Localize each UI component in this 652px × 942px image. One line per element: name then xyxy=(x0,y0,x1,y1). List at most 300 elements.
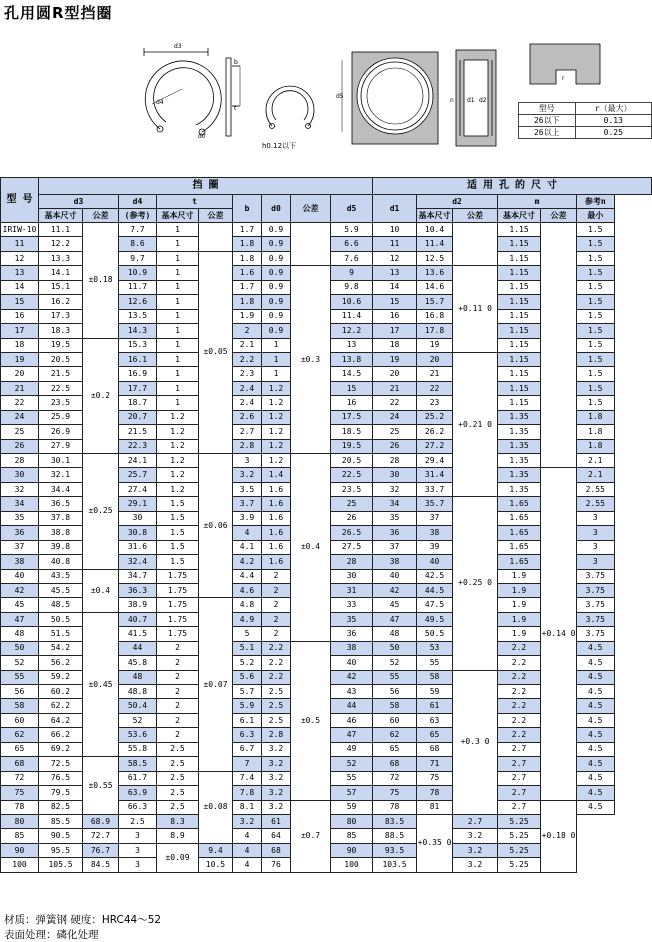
spec-table xyxy=(0,177,652,873)
cell-d0: 2.5 xyxy=(262,685,291,699)
housing-section-view xyxy=(456,50,496,146)
cell-model: 42 xyxy=(1,583,39,597)
cell-d3-tol: ±0.2 xyxy=(83,338,119,454)
cell-d3-tol: ±0.18 xyxy=(83,223,119,339)
cell-d2: 20 xyxy=(417,352,453,366)
cell-d5: 15 xyxy=(331,381,373,395)
cell-m: 1.9 xyxy=(498,598,541,612)
cell-b: 3.5 xyxy=(233,482,262,496)
cell-ref-n: 2.1 xyxy=(577,454,614,468)
cell-d2: 63 xyxy=(417,713,453,727)
cell-d2: 49.5 xyxy=(417,612,453,626)
cell-d5: 12.2 xyxy=(331,324,373,338)
header-t-tol: 公差 xyxy=(199,209,233,223)
cell-model: 45 xyxy=(1,598,39,612)
cell-d2: 12.5 xyxy=(417,251,453,265)
cell-d0: 0.9 xyxy=(262,223,291,237)
cell-d5: 9.8 xyxy=(331,280,373,294)
cell-t-tol: ±0.05 xyxy=(199,251,233,453)
cell-d2: 13.6 xyxy=(417,266,453,280)
header-d1: d1 xyxy=(373,195,417,223)
cell-model: 37 xyxy=(1,540,39,554)
cell-d0: 4 xyxy=(233,829,262,843)
cell-m: 2.7 xyxy=(498,771,541,785)
cell-t: 1.2 xyxy=(157,482,199,496)
cell-ref-n: 1.5 xyxy=(577,338,614,352)
cell-b: 5.2 xyxy=(233,656,262,670)
cell-d3: 60.2 xyxy=(39,685,83,699)
cell-d3: 32.1 xyxy=(39,468,83,482)
cell-d1: 40 xyxy=(373,569,417,583)
cell-d0: 1.2 xyxy=(262,439,291,453)
cell-t: 1.5 xyxy=(157,555,199,569)
cell-d4: 30.8 xyxy=(119,526,157,540)
cell-model: 28 xyxy=(1,454,39,468)
cell-d3: 95.5 xyxy=(39,843,83,857)
cell-d3: 23.5 xyxy=(39,396,83,410)
cell-d1: 75 xyxy=(373,786,417,800)
cell-m: 1.15 xyxy=(498,309,541,323)
cell-d0: 0.9 xyxy=(262,251,291,265)
cell-model: IRIW-10 xyxy=(1,223,39,237)
cell-m: 3.2 xyxy=(453,829,498,843)
cell-d0: 2.5 xyxy=(262,699,291,713)
cell-b: 3 xyxy=(233,454,262,468)
cell-b: 2 xyxy=(233,324,262,338)
cell-d5: 5.9 xyxy=(331,223,373,237)
cell-d2: 50.5 xyxy=(417,627,453,641)
cell-b: 5 xyxy=(233,627,262,641)
cell-b: 5.7 xyxy=(233,685,262,699)
header-ref-n: 参考n xyxy=(577,195,614,209)
cell-d5: 31 xyxy=(331,583,373,597)
cell-b: 8.1 xyxy=(233,800,262,814)
cell-t-tol: ±0.07 xyxy=(199,598,233,771)
cell-t: 1.75 xyxy=(157,627,199,641)
cell-d2: 75 xyxy=(417,771,453,785)
cell-t: 1 xyxy=(157,367,199,381)
cell-ref-n: 1.5 xyxy=(577,280,614,294)
cell-d3: 62.2 xyxy=(39,699,83,713)
cell-ref-n: 4.5 xyxy=(577,757,614,771)
cell-ref-n: 1.5 xyxy=(577,266,614,280)
cell-d1: 58 xyxy=(373,699,417,713)
cell-d1: 11 xyxy=(373,237,417,251)
cell-d3: 64.2 xyxy=(39,713,83,727)
cell-m: 1.15 xyxy=(498,223,541,237)
cell-d3-tol: ±0.25 xyxy=(83,454,119,570)
cell-m: 1.9 xyxy=(498,569,541,583)
cell-t: 1 xyxy=(157,338,199,352)
cell-model: 68 xyxy=(1,757,39,771)
cell-t: 1.2 xyxy=(157,454,199,468)
cell-t: 1 xyxy=(157,324,199,338)
label-d5: d5 xyxy=(336,93,344,100)
cell-d5: 13.8 xyxy=(331,352,373,366)
cell-d3-tol: ±0.4 xyxy=(83,569,119,612)
cell-d5: 14.5 xyxy=(331,367,373,381)
cell-d4: 31.6 xyxy=(119,540,157,554)
cell-d2: 88.5 xyxy=(373,829,417,843)
cell-d3: 76.5 xyxy=(39,771,83,785)
cell-d3: 50.5 xyxy=(39,612,83,626)
cell-d0: 2 xyxy=(262,627,291,641)
header-t-basic: 基本尺寸 xyxy=(157,209,199,223)
header-tol-b: 公差 xyxy=(291,195,331,223)
cell-d2: 39 xyxy=(417,540,453,554)
cell-t: 3 xyxy=(119,843,157,857)
header-d2-basic: 基本尺寸 xyxy=(417,209,453,223)
cell-d0: 1 xyxy=(262,338,291,352)
cell-d1: 18 xyxy=(373,338,417,352)
cell-d4: 13.5 xyxy=(119,309,157,323)
cell-d5: 64 xyxy=(262,829,291,843)
cell-b: 3.2 xyxy=(233,468,262,482)
cell-d0: 3.2 xyxy=(262,757,291,771)
cell-d0: 1 xyxy=(262,367,291,381)
cell-model: 25 xyxy=(1,425,39,439)
cell-t: 1 xyxy=(157,237,199,251)
cell-b: 6.3 xyxy=(233,728,262,742)
cell-ref-n: 3.75 xyxy=(577,569,614,583)
cell-model: 30 xyxy=(1,468,39,482)
cell-m: 1.9 xyxy=(498,583,541,597)
cell-d5: 68 xyxy=(262,843,291,857)
cell-model: 21 xyxy=(1,381,39,395)
spec-table-body xyxy=(1,223,652,873)
cell-b: 2.4 xyxy=(233,396,262,410)
cell-d5: 59 xyxy=(331,800,373,814)
cell-model: 52 xyxy=(1,656,39,670)
cell-d3: 18.3 xyxy=(39,324,83,338)
cell-d0: 1.2 xyxy=(262,381,291,395)
cell-t: 2 xyxy=(157,685,199,699)
cell-d5: 46 xyxy=(331,713,373,727)
cell-m: 1.9 xyxy=(498,612,541,626)
cell-ref-n: 1.5 xyxy=(577,309,614,323)
cell-d4: 32.4 xyxy=(119,555,157,569)
cell-ref-n: 4.5 xyxy=(577,800,614,814)
cell-d4: 61.7 xyxy=(119,771,157,785)
cell-t: 2 xyxy=(157,656,199,670)
header-d3-tol: 公差 xyxy=(83,209,119,223)
cell-model: 85 xyxy=(1,829,39,843)
cell-d2: 33.7 xyxy=(417,482,453,496)
cell-d1: 17 xyxy=(373,324,417,338)
cell-d4: 52 xyxy=(119,713,157,727)
cell-d5: 26 xyxy=(331,511,373,525)
cell-d3: 48.5 xyxy=(39,598,83,612)
cell-d1: 38 xyxy=(373,555,417,569)
cell-d3: 17.3 xyxy=(39,309,83,323)
cell-d4: 25.7 xyxy=(119,468,157,482)
cell-d4: 27.4 xyxy=(119,482,157,496)
header-m-basic: 基本尺寸 xyxy=(498,209,541,223)
cell-ref-n: 1.5 xyxy=(577,324,614,338)
cell-d2: 26.2 xyxy=(417,425,453,439)
cell-d5: 44 xyxy=(331,699,373,713)
cell-model: 26 xyxy=(1,439,39,453)
header-m-tol: 公差 xyxy=(541,209,577,223)
cell-d4: 66.3 xyxy=(119,800,157,814)
radius-table xyxy=(518,102,652,139)
cell-ref-n: 3 xyxy=(577,526,614,540)
cell-t: 1 xyxy=(157,266,199,280)
cell-d5: 38 xyxy=(331,641,373,655)
cell-d4: 18.7 xyxy=(119,396,157,410)
cell-d5: 43 xyxy=(331,685,373,699)
header-d4-ref: (参考) xyxy=(119,209,157,223)
cell-ref-n: 4.5 xyxy=(577,670,614,684)
cell-d2-tol: +0.21 0 xyxy=(453,352,498,496)
cell-model: 75 xyxy=(1,786,39,800)
cell-m: 1.35 xyxy=(498,439,541,453)
ring-side-view xyxy=(226,58,240,136)
cell-d2: 29.4 xyxy=(417,454,453,468)
cell-d2: 35.7 xyxy=(417,497,453,511)
cell-d3: 19.5 xyxy=(39,338,83,352)
cell-d2: 58 xyxy=(417,670,453,684)
cell-d1: 65 xyxy=(373,742,417,756)
cell-d4: 53.6 xyxy=(119,728,157,742)
cell-d1: 42 xyxy=(373,583,417,597)
cell-m: 2.2 xyxy=(498,670,541,684)
cell-d0: 3.2 xyxy=(233,814,262,828)
cell-d4: 24.1 xyxy=(119,454,157,468)
cell-b: 1.6 xyxy=(233,266,262,280)
cell-b: 8.9 xyxy=(157,829,199,843)
cell-m: 1.65 xyxy=(498,540,541,554)
cell-d0: 3.2 xyxy=(262,742,291,756)
header-ring: 挡 圈 xyxy=(39,178,373,195)
cell-ref-n: 1.5 xyxy=(577,223,614,237)
cell-d1: 32 xyxy=(373,482,417,496)
cell-d5: 42 xyxy=(331,670,373,684)
cell-d1: 68 xyxy=(373,757,417,771)
cell-t: 1.2 xyxy=(157,425,199,439)
cell-m: 1.65 xyxy=(498,511,541,525)
cell-model: 12 xyxy=(1,251,39,265)
cell-model: 90 xyxy=(1,843,39,857)
header-min: 最小 xyxy=(577,209,614,223)
cell-d1: 55 xyxy=(373,670,417,684)
cell-d1: 15 xyxy=(373,295,417,309)
cell-ref-n: 5.25 xyxy=(498,858,541,872)
cell-d3: 39.8 xyxy=(39,540,83,554)
radius-table-row: 26以上 0.25 xyxy=(519,127,652,139)
cell-t: 1.75 xyxy=(157,598,199,612)
cell-d2: 47.5 xyxy=(417,598,453,612)
cell-d3: 66.2 xyxy=(39,728,83,742)
groove-detail-view xyxy=(530,44,600,84)
cell-m: 2.2 xyxy=(498,641,541,655)
cell-d3: 51.5 xyxy=(39,627,83,641)
cell-d4: 48 xyxy=(119,670,157,684)
cell-d5: 49 xyxy=(331,742,373,756)
cell-model: 32 xyxy=(1,482,39,496)
cell-d0: 1 xyxy=(262,352,291,366)
cell-t: 1.5 xyxy=(157,497,199,511)
cell-m: 2.2 xyxy=(498,713,541,727)
cell-d4: 38.9 xyxy=(119,598,157,612)
cell-m: 1.35 xyxy=(498,410,541,424)
cell-d2: 61 xyxy=(417,699,453,713)
cell-m: 1.15 xyxy=(498,237,541,251)
cell-t: 2.5 xyxy=(157,742,199,756)
cell-d0: 2.8 xyxy=(262,728,291,742)
cell-m-tol: +0.18 0 xyxy=(541,800,577,872)
cell-d1: 48 xyxy=(373,627,417,641)
cell-d4: 22.3 xyxy=(119,439,157,453)
cell-ref-n: 2.1 xyxy=(577,468,614,482)
cell-d0: 0.9 xyxy=(262,295,291,309)
cell-d4: 68.9 xyxy=(83,814,119,828)
cell-d0: 0.9 xyxy=(262,266,291,280)
cell-model: 34 xyxy=(1,497,39,511)
cell-d4: 58.5 xyxy=(119,757,157,771)
cell-d5: 18.5 xyxy=(331,425,373,439)
cell-d0: 1.2 xyxy=(262,454,291,468)
cell-d0: 0.9 xyxy=(262,237,291,251)
cell-m: 3.2 xyxy=(453,843,498,857)
cell-d3: 85.5 xyxy=(39,814,83,828)
cell-d0: 2 xyxy=(262,598,291,612)
cell-d3: 12.2 xyxy=(39,237,83,251)
cell-d2: 103.5 xyxy=(373,858,417,872)
cell-model: 56 xyxy=(1,685,39,699)
cell-d2: 19 xyxy=(417,338,453,352)
cell-model: 58 xyxy=(1,699,39,713)
cell-d3: 59.2 xyxy=(39,670,83,684)
cell-d0: 1.6 xyxy=(262,497,291,511)
cell-b: 5.1 xyxy=(233,641,262,655)
cell-ref-n: 4.5 xyxy=(577,771,614,785)
cell-d5: 76 xyxy=(262,858,291,872)
cell-b: 1.8 xyxy=(233,237,262,251)
label-r: r xyxy=(562,75,565,82)
cell-d5: 26.5 xyxy=(331,526,373,540)
cell-d2: 83.5 xyxy=(373,814,417,828)
cell-d1: 13 xyxy=(373,266,417,280)
cell-d2-tol: +0.25 0 xyxy=(453,497,498,670)
cell-b: 6.1 xyxy=(233,713,262,727)
cell-b: 4.4 xyxy=(233,569,262,583)
cell-d2: 93.5 xyxy=(373,843,417,857)
cell-d1: 14 xyxy=(373,280,417,294)
cell-d1: 26 xyxy=(373,439,417,453)
label-d0: d0 xyxy=(198,133,206,140)
cell-ref-n: 1.5 xyxy=(577,396,614,410)
cell-m: 2.2 xyxy=(498,699,541,713)
cell-m: 1.35 xyxy=(498,425,541,439)
cell-b: 5.9 xyxy=(233,699,262,713)
cell-d3: 14.1 xyxy=(39,266,83,280)
cell-model: 36 xyxy=(1,526,39,540)
header-d2-tol: 公差 xyxy=(453,209,498,223)
cell-d1: 21 xyxy=(373,381,417,395)
cell-ref-n: 5.25 xyxy=(498,829,541,843)
cell-t-tol: ±0.06 xyxy=(199,454,233,598)
cell-m: 2.2 xyxy=(498,656,541,670)
cell-d5: 11.4 xyxy=(331,309,373,323)
cell-d1: 52 xyxy=(373,656,417,670)
cell-d5: 17.5 xyxy=(331,410,373,424)
cell-d0: 1.6 xyxy=(262,555,291,569)
cell-d2: 27.2 xyxy=(417,439,453,453)
cell-d4: 16.9 xyxy=(119,367,157,381)
cell-t: 2.5 xyxy=(119,814,157,828)
cell-d1: 85 xyxy=(331,829,373,843)
cell-t: 1.2 xyxy=(157,410,199,424)
cell-d1: 30 xyxy=(373,468,417,482)
drawing-note: h0.12以下 xyxy=(262,142,297,150)
cell-b: 4.6 xyxy=(233,583,262,597)
cell-d0: 0.9 xyxy=(262,309,291,323)
cell-b: 4.1 xyxy=(233,540,262,554)
cell-ref-n: 4.5 xyxy=(577,656,614,670)
cell-m: 1.35 xyxy=(498,454,541,468)
cell-d1: 90 xyxy=(331,843,373,857)
cell-t: 1.2 xyxy=(157,468,199,482)
cell-model: 40 xyxy=(1,569,39,583)
label-b: b xyxy=(234,59,238,66)
cell-b-tol: ±0.4 xyxy=(291,454,331,642)
cell-d3: 15.1 xyxy=(39,280,83,294)
cell-m: 1.15 xyxy=(498,266,541,280)
cell-d5: 7.6 xyxy=(331,251,373,265)
cell-b: 8.3 xyxy=(157,814,199,828)
cell-d4: 63.9 xyxy=(119,786,157,800)
cell-d1: 80 xyxy=(331,814,373,828)
page-title: 孔用圆R型挡圈 xyxy=(4,4,113,22)
cell-ref-n: 4.5 xyxy=(577,728,614,742)
cell-d0: 1.6 xyxy=(262,526,291,540)
cell-d4: 34.7 xyxy=(119,569,157,583)
cell-d4: 84.5 xyxy=(83,858,119,872)
cell-m: 1.15 xyxy=(498,295,541,309)
cell-d4: 8.6 xyxy=(119,237,157,251)
cell-b: 4 xyxy=(233,526,262,540)
cell-model: 78 xyxy=(1,800,39,814)
cell-d4: 9.7 xyxy=(119,251,157,265)
cell-d3: 38.8 xyxy=(39,526,83,540)
cell-model: 19 xyxy=(1,352,39,366)
cell-t: 1 xyxy=(157,396,199,410)
cell-model: 24 xyxy=(1,410,39,424)
cell-m: 1.15 xyxy=(498,251,541,265)
cell-t-tol xyxy=(199,223,233,252)
cell-d0: 2.2 xyxy=(262,641,291,655)
header-m: m xyxy=(498,195,577,209)
cell-d3: 54.2 xyxy=(39,641,83,655)
cell-d4: 36.3 xyxy=(119,583,157,597)
cell-d1: 24 xyxy=(373,410,417,424)
cell-m: 1.15 xyxy=(498,396,541,410)
header-d5: d5 xyxy=(331,195,373,223)
cell-b-tol xyxy=(291,223,331,266)
cell-d3: 105.5 xyxy=(39,858,83,872)
cell-d2: 15.7 xyxy=(417,295,453,309)
cell-ref-n: 2.55 xyxy=(577,482,614,496)
cell-d4: 55.8 xyxy=(119,742,157,756)
spec-table-header xyxy=(1,178,652,223)
cell-b: 2.2 xyxy=(233,352,262,366)
cell-ref-n: 5.25 xyxy=(498,814,541,828)
cell-b: 10.5 xyxy=(199,858,233,872)
cell-d2: 11.4 xyxy=(417,237,453,251)
label-n: n xyxy=(450,97,454,104)
cell-d3: 21.5 xyxy=(39,367,83,381)
